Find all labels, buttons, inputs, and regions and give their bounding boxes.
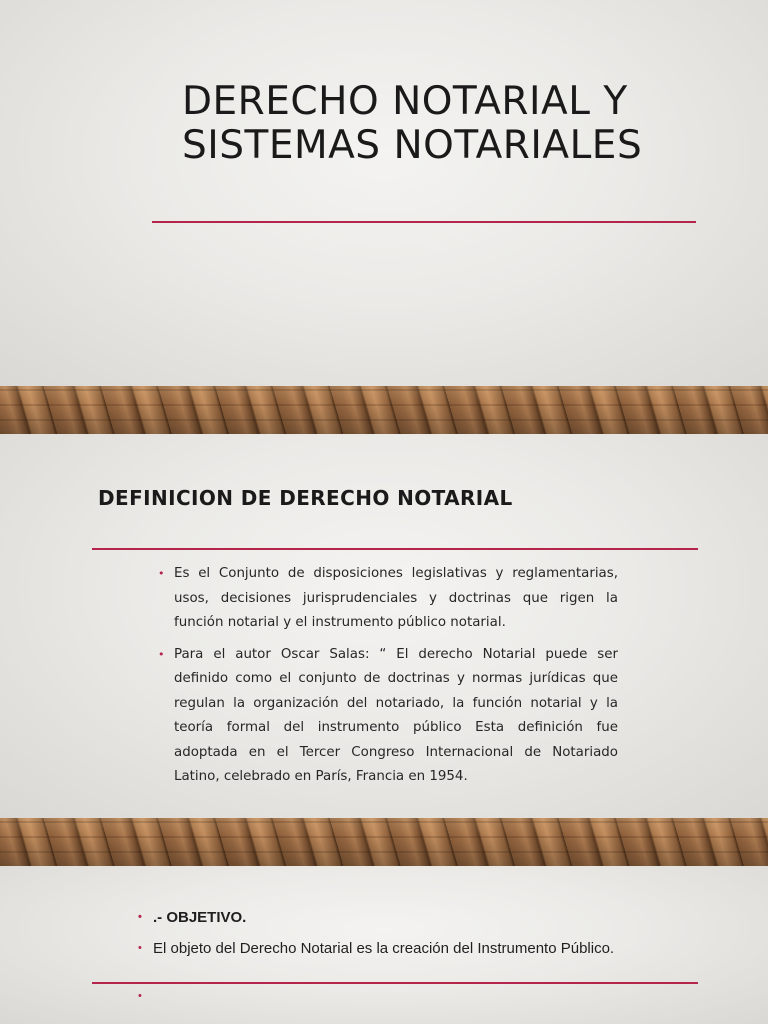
presentation-title: [182, 80, 742, 168]
title-line-2: SISTEMAS NOTARIALES: [182, 123, 643, 168]
wood-floor-band: [0, 386, 768, 434]
bullet-icon: •: [158, 567, 165, 580]
list-item: [138, 937, 638, 960]
list-item-text: El objeto del Derecho Notarial es la creación del Instrumento Público.: [153, 940, 615, 957]
list-item: [158, 643, 618, 790]
slide-heading: DEFINICION DE DERECHO NOTARIAL: [98, 486, 513, 510]
bullet-icon: •: [158, 647, 165, 661]
heading-divider: [92, 548, 698, 550]
list-item-text: .- OBJETIVO.: [153, 909, 247, 926]
title-line-1: DERECHO NOTARIAL Y: [182, 79, 628, 124]
objective-list: [138, 906, 638, 968]
bullet-icon: •: [138, 911, 142, 923]
list-item: [138, 906, 638, 929]
slide-objective: [0, 866, 768, 1024]
slide-title: [0, 0, 768, 386]
section-divider: [92, 982, 698, 984]
title-divider: [152, 221, 696, 223]
list-item: [158, 562, 618, 636]
slide-definition: [0, 434, 768, 818]
list-item-text: Es el Conjunto de disposiciones legislativas y reglamentarias, usos, decisiones jurisprudenciales y doctrinas que rigen la función notarial y el instrumento público notarial.: [174, 566, 618, 630]
definition-list: [158, 562, 618, 797]
bullet-icon: •: [138, 990, 142, 1002]
bullet-icon: •: [138, 942, 142, 954]
wood-floor-band: [0, 818, 768, 866]
list-item-text: Para el autor Oscar Salas: “ El derecho Notarial puede ser definido como el conjunto de doctrinas y normas jurídicas que regulan la organización del notariado, la función notarial y la teoría formal del instrumento público Esta definición fue adoptada en el Tercer Congreso Internacional de Notariado Latino, celebrado en París, Francia en 1954.: [174, 646, 618, 784]
